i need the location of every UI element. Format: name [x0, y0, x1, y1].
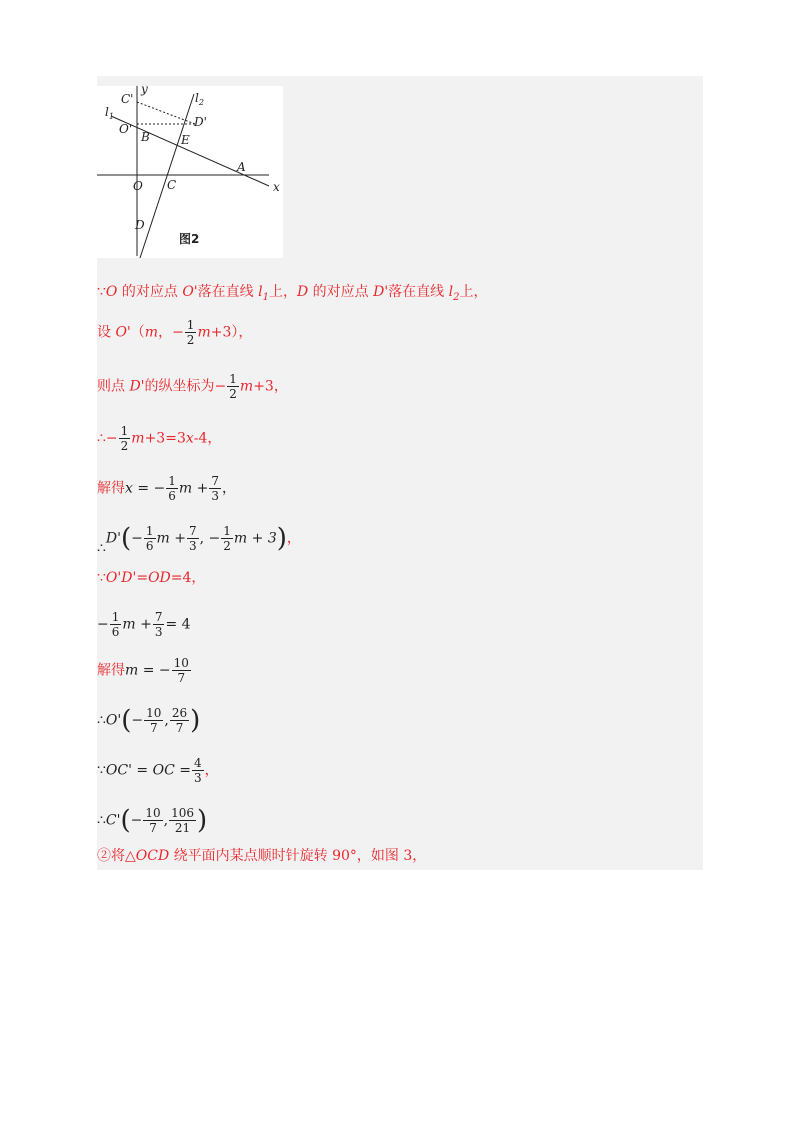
- label-l2: $l_2$: [195, 91, 204, 107]
- label-a: A: [237, 160, 246, 174]
- line-6: ∴D'(− $\frac{1}{6}$ m + $\frac{7}{3}$ , − $\frac{1}{2}$ m + 3)，: [97, 523, 301, 557]
- line-11: ∵OC' = OC = $\frac{4}{3}$ ，: [97, 756, 219, 785]
- label-y: y: [141, 86, 148, 96]
- fraction: $\frac{10}{7}$: [146, 706, 162, 735]
- line-10: ∴O'(− $\frac{10}{7}$ , $\frac{26}{7}$ ): [97, 705, 201, 736]
- fraction: $\frac{1}{6}$: [145, 524, 154, 553]
- label-c: C: [167, 178, 177, 192]
- fraction: $\frac{26}{7}$: [171, 706, 188, 735]
- line-13: ②将△OCD 绕平面内某点顺时针旋转 90°，如图 3，: [97, 848, 427, 864]
- line-3: 则点 D'的纵坐标为− $\frac{1}{2}$ m+3，: [97, 372, 288, 401]
- line-4: ∴− $\frac{1}{2}$ m+3=3x-4，: [97, 424, 222, 453]
- fraction: $\frac{7}{3}$: [189, 524, 197, 553]
- fraction: $\frac{1}{2}$: [120, 424, 129, 453]
- line-2: 设 O'（m，− $\frac{1}{2}$ m+3），: [97, 318, 253, 347]
- label-o-prime: O': [119, 122, 133, 136]
- label-x: x: [273, 180, 280, 194]
- fraction: $\frac{7}{3}$: [154, 610, 163, 639]
- fraction: $\frac{1}{6}$: [168, 474, 176, 503]
- coordinate-diagram: [97, 86, 283, 258]
- figure-2: [97, 86, 283, 258]
- line-8: − $\frac{1}{6}$ m + $\frac{7}{3}$ = 4: [97, 610, 191, 639]
- label-d: D: [135, 218, 145, 232]
- label-c-prime: C': [121, 92, 134, 106]
- figure-caption: 图2: [179, 232, 200, 246]
- fraction: $\frac{7}{3}$: [211, 474, 220, 503]
- line-12: ∴C'(− $\frac{10}{7}$ , $\frac{106}{21}$ ): [97, 805, 208, 836]
- fraction: $\frac{106}{21}$: [171, 806, 195, 835]
- fraction: $\frac{1}{2}$: [223, 524, 231, 553]
- line-9: 解得m = − $\frac{10}{7}$: [97, 656, 189, 685]
- label-l1: $l_1$: [105, 105, 114, 121]
- fraction: $\frac{1}{2}$: [229, 372, 237, 401]
- label-e: E: [181, 133, 190, 147]
- fraction: $\frac{1}{2}$: [186, 318, 195, 347]
- fraction: $\frac{4}{3}$: [193, 756, 202, 785]
- label-d-prime: D': [194, 115, 207, 129]
- fraction: $\frac{10}{7}$: [173, 656, 189, 685]
- label-o: O: [133, 179, 143, 193]
- line-1: ∵O 的对应点 O'落在直线 $l_1$上，D 的对应点 D'落在直线 $l_2$上，: [97, 284, 488, 303]
- fraction: $\frac{1}{6}$: [111, 610, 120, 639]
- line-7: ∵O'D'=OD=4，: [97, 570, 206, 586]
- label-b: B: [141, 130, 150, 144]
- line-5: 解得x = − $\frac{1}{6}$ m + $\frac{7}{3}$ ，: [97, 474, 237, 503]
- fraction: $\frac{10}{7}$: [145, 806, 161, 835]
